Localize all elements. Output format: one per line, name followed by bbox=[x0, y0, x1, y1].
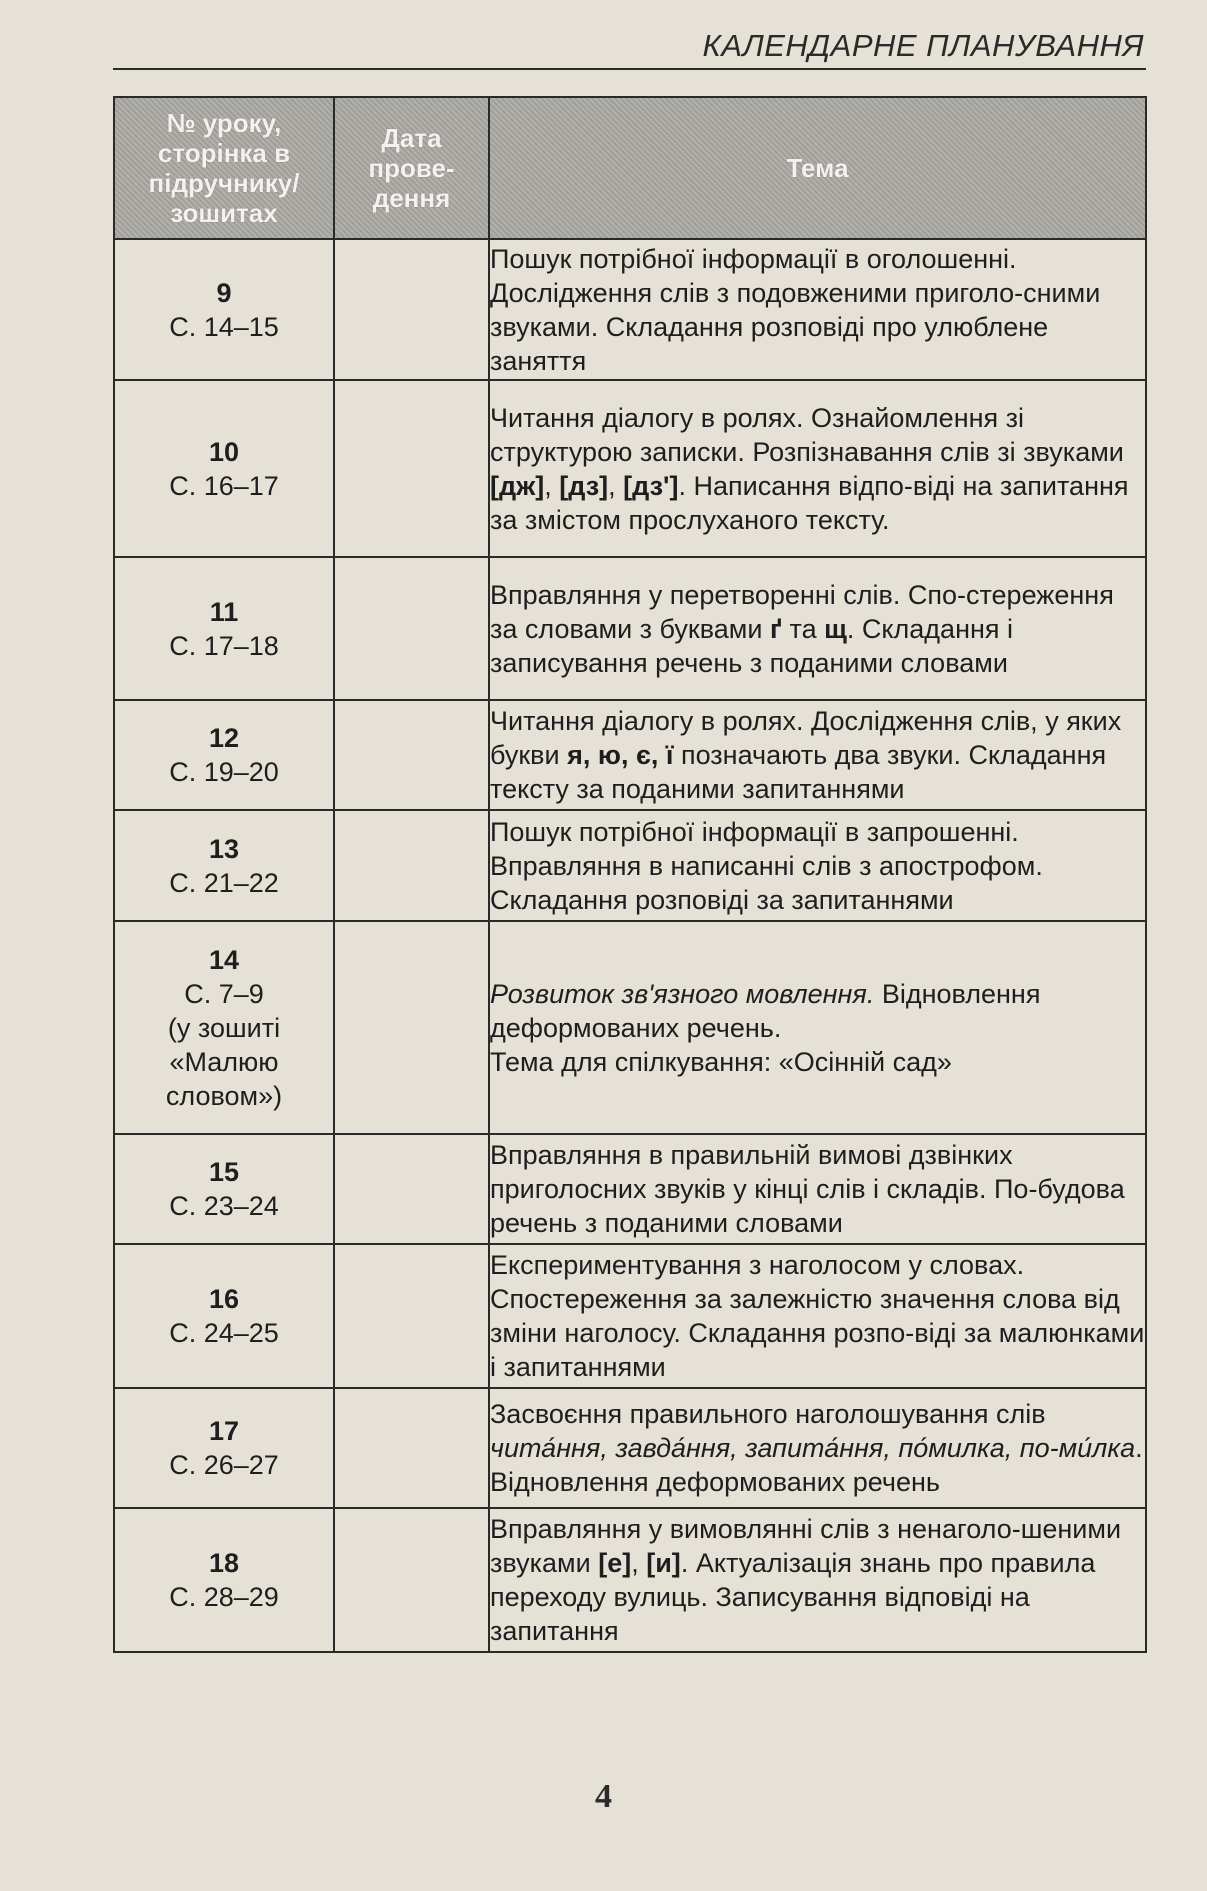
lesson-cell bbox=[114, 1244, 334, 1388]
topic-cell bbox=[489, 1134, 1146, 1244]
lesson-cell bbox=[114, 700, 334, 810]
table-header-row bbox=[114, 97, 1146, 239]
letter-notation: я, ю, є, ї bbox=[567, 740, 674, 770]
lesson-pages: С. 21–22 bbox=[169, 867, 279, 898]
lesson-pages: С. 19–20 bbox=[169, 757, 279, 787]
topic-text: Читання діалогу в ролях. Ознайомлення зі структурою записки. Розпізнавання слів зі звуками bbox=[490, 402, 1124, 467]
topic-text: Пошук потрібної інформації в оголошенні. Дослідження слів з подовженими приголо-сними звуками. Складання розповіді про улюблене заняття bbox=[490, 243, 1101, 376]
topic-text: . Актуалізація знань про правила переходу вулиць. Записування відповіді на запитання bbox=[490, 1548, 1096, 1646]
lesson-pages: С. 14–15 bbox=[169, 311, 279, 342]
sound-notation: [е] bbox=[598, 1548, 632, 1578]
topic-text: Експериментування з наголосом у словах. Спостереження за залежністю значення слова від зміни наголосу. Складання розпо-віді за малюнками і запитаннями bbox=[490, 1250, 1145, 1382]
topic-cell bbox=[489, 921, 1146, 1134]
letter-notation: ґ bbox=[769, 613, 783, 644]
lesson-number: 10 bbox=[208, 436, 240, 467]
lesson-cell bbox=[114, 1508, 334, 1652]
lesson-number: 17 bbox=[208, 1416, 240, 1446]
table-row bbox=[114, 557, 1146, 700]
topic-cell bbox=[489, 239, 1146, 380]
topic-cell bbox=[489, 810, 1146, 921]
calendar-plan-table bbox=[113, 96, 1147, 1653]
topic-text: Вправляння в правильній вимові дзвінких приголосних звуків у кінці слів і складів. По-будова речень з поданими словами bbox=[490, 1140, 1125, 1238]
table-row bbox=[114, 810, 1146, 921]
running-header bbox=[113, 22, 1146, 70]
letter-notation: щ bbox=[824, 613, 847, 644]
topic-cell bbox=[489, 380, 1146, 557]
date-cell bbox=[334, 380, 489, 557]
topic-text: . Складання і записування речень з поданими словами bbox=[490, 613, 1014, 678]
topic-text: . Написання відпо-віді на запитання за змістом прослуханого тексту. bbox=[490, 470, 1129, 535]
topic-text: Засвоєння правильного наголошування слів bbox=[490, 1399, 1046, 1429]
lesson-pages: С. 16–17 bbox=[169, 470, 279, 501]
lesson-number: 11 bbox=[209, 596, 239, 627]
lesson-number: 14 bbox=[208, 944, 240, 975]
topic-text: позначають два звуки. Складання тексту за поданими запитаннями bbox=[490, 740, 1107, 804]
header-title: КАЛЕНДАРНЕ ПЛАНУВАННЯ bbox=[702, 28, 1144, 63]
lesson-pages: С. 17–18 bbox=[169, 630, 279, 661]
lesson-number: 12 bbox=[208, 723, 240, 753]
lesson-number: 13 bbox=[208, 833, 240, 864]
lesson-pages: С. 7–9 bbox=[184, 978, 264, 1009]
topic-cell bbox=[489, 1244, 1146, 1388]
page-number: 4 bbox=[595, 1778, 612, 1815]
topic-text: та bbox=[782, 613, 825, 644]
date-cell bbox=[334, 557, 489, 700]
lesson-number: 9 bbox=[216, 277, 232, 308]
lesson-number: 18 bbox=[208, 1548, 240, 1578]
column-header-lesson-number: № уроку, сторінка в підручнику/ зошитах bbox=[114, 97, 334, 239]
date-cell bbox=[334, 239, 489, 380]
topic-cell bbox=[489, 1388, 1146, 1508]
lesson-cell bbox=[114, 921, 334, 1134]
lesson-pages: С. 23–24 bbox=[169, 1191, 279, 1221]
sound-notation: [и] bbox=[646, 1548, 681, 1578]
topic-text: Пошук потрібної інформації в запрошенні. Вправляння в написанні слів з апострофом. Складання розповіді за запитаннями bbox=[490, 816, 1043, 915]
table-row bbox=[114, 700, 1146, 810]
lesson-pages: С. 26–27 bbox=[169, 1450, 279, 1480]
lesson-cell bbox=[114, 1388, 334, 1508]
lesson-pages: С. 24–25 bbox=[169, 1318, 279, 1348]
table-row bbox=[114, 1388, 1146, 1508]
lesson-cell bbox=[114, 239, 334, 380]
topic-text: . Відновлення деформованих речень bbox=[490, 1433, 1143, 1497]
date-cell bbox=[334, 700, 489, 810]
lesson-cell bbox=[114, 380, 334, 557]
table-row bbox=[114, 1508, 1146, 1652]
lesson-pages: С. 28–29 bbox=[169, 1582, 279, 1612]
topic-text: , bbox=[544, 470, 560, 501]
lesson-note: (у зошиті «Малюю словом») bbox=[165, 1012, 283, 1111]
date-cell bbox=[334, 810, 489, 921]
topic-text: Тема для спілкування: «Осінній сад» bbox=[490, 1046, 952, 1077]
sound-notation: [дз] bbox=[559, 470, 609, 501]
topic-italic: чита́ння, завда́ння, запита́ння, по́милка, по-ми́лка bbox=[490, 1433, 1136, 1463]
topic-cell bbox=[489, 1508, 1146, 1652]
topic-text: Вправляння у вимовлянні слів з ненаголо-шеними звуками bbox=[490, 1514, 1122, 1578]
table-row bbox=[114, 239, 1146, 380]
column-header-topic: Тема bbox=[489, 97, 1146, 239]
date-cell bbox=[334, 1388, 489, 1508]
column-header-date: Дата прове- дення bbox=[334, 97, 489, 239]
lesson-cell bbox=[114, 810, 334, 921]
table-row bbox=[114, 380, 1146, 557]
table-row bbox=[114, 1244, 1146, 1388]
table-row bbox=[114, 1134, 1146, 1244]
date-cell bbox=[334, 921, 489, 1134]
topic-text: Читання діалогу в ролях. Дослідження слів, у яких букви bbox=[490, 706, 1122, 770]
lesson-cell bbox=[114, 557, 334, 700]
topic-text: , bbox=[608, 470, 624, 501]
table-row bbox=[114, 921, 1146, 1134]
sound-notation: [дж] bbox=[490, 470, 545, 501]
topic-cell bbox=[489, 700, 1146, 810]
date-cell bbox=[334, 1134, 489, 1244]
topic-italic: Розвиток зв'язного мовлення. bbox=[490, 978, 875, 1009]
sound-notation: [дз'] bbox=[623, 470, 679, 501]
topic-cell bbox=[489, 557, 1146, 700]
lesson-cell bbox=[114, 1134, 334, 1244]
date-cell bbox=[334, 1508, 489, 1652]
lesson-number: 16 bbox=[208, 1284, 240, 1314]
date-cell bbox=[334, 1244, 489, 1388]
topic-text: Вправляння у перетворенні слів. Спо-стереження за словами з буквами bbox=[490, 579, 1114, 644]
topic-text: Відновлення деформованих речень. bbox=[490, 978, 1041, 1043]
lesson-number: 15 bbox=[208, 1157, 240, 1187]
topic-text: , bbox=[631, 1548, 647, 1578]
